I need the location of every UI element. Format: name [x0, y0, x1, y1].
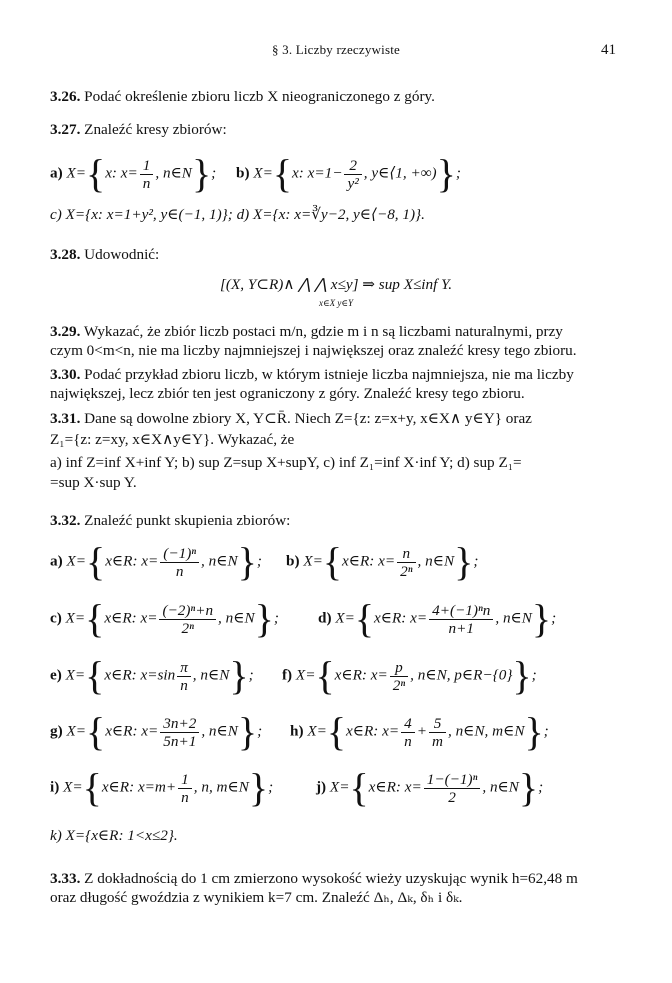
problem-number: 3.28.: [50, 246, 81, 263]
problem-3-32-row-ef: [50, 652, 622, 706]
formula-f: f) X={x∈R: x= $\frac{p}{\text{2ⁿ}}$ , n∈N, p∈R−{0}};: [282, 653, 537, 698]
problem-3-31-line1: 3.31. Dane są dowolne zbiory X, Y⊂R̄. Niech Z={z: z=x+y, x∈X∧ y∈Y} oraz: [50, 410, 532, 427]
problem-3-32-row-cd: [50, 595, 622, 649]
problem-3-27-intro: [50, 121, 622, 139]
problem-text: Udowodnić:: [84, 246, 160, 263]
problem-3-29-line1: 3.29. Wykazać, że zbiór liczb postaci m/n, gdzie m i n są liczbami naturalnymi, przy: [50, 323, 563, 340]
problem-3-32-row-ab: [50, 538, 622, 592]
problem-3-28-intro: [50, 246, 622, 264]
formula-a: a) X={x: x= $\frac{1}{n}$ , n∈N};: [50, 151, 217, 196]
problem-3-30-line2: największej, lecz zbiór ten jest ograniczony z góry. Znaleźć kresy tego zbioru.: [50, 385, 525, 402]
problem-3-31-line4: =sup X·sup Y.: [50, 474, 137, 491]
problem-3-32-k: k) X={x∈R: 1<x≤2}.: [50, 827, 178, 844]
problem-3-32-row-gh: [50, 708, 622, 762]
problem-3-33-line2: oraz długość gwoździa z wynikiem k=7 cm. Znaleźć Δₕ, Δₖ, δₕ i δₖ.: [50, 889, 463, 906]
formula-b: b) X={x: x=1− $\frac{2}{\text{y²}}$ , y∈⟨1, +∞)};: [236, 151, 461, 196]
problem-3-30-line1: 3.30. Podać przykład zbioru liczb, w którym istnieje liczba najmniejsza, nie ma liczby: [50, 366, 574, 383]
running-title: § 3. Liczby rzeczywiste: [271, 42, 401, 57]
problem-3-28-subscripts: x∈X y∈Y: [318, 298, 354, 308]
formula-c: c) X={x∈R: x= $\frac{\text{(−2)ⁿ+n}}{\text{2ⁿ}}$ , n∈N};: [50, 596, 279, 641]
problem-3-27-ab: [50, 146, 622, 200]
problem-3-27-cd: c) X={x: x=1+y², y∈(−1, 1)}; d) X={x: x=∛y−2, y∈⟨−8, 1)}.: [50, 206, 425, 223]
formula-i: i) X={x∈R: x=m+ $\frac{1}{n}$ , n, m∈N};: [50, 765, 274, 810]
formula-j: j) X={x∈R: x= $\frac{\text{1−(−1)ⁿ}}{2}$ , n∈N};: [316, 765, 544, 810]
problem-3-32-row-ij: [50, 764, 622, 818]
problem-3-31-line2: Z₁={z: z=xy, x∈X∧y∈Y}. Wykazać, że: [50, 431, 295, 448]
problem-3-31-line3: a) inf Z=inf X+inf Y; b) sup Z=sup X+supY, c) inf Z₁=inf X·inf Y; d) sup Z₁=: [50, 454, 522, 471]
formula-b: b) X={x∈R: x= $\frac{n}{\text{2ⁿ}}$ , n∈N};: [286, 539, 479, 584]
problem-number: 3.29.: [50, 323, 81, 340]
page-header: [48, 42, 624, 62]
formula-g: g) X={x∈R: x= $\frac{3n+2}{5n+1}$ , n∈N};: [50, 709, 263, 754]
problem-number: 3.31.: [50, 410, 81, 427]
problem-3-33-line1: 3.33. Z dokładnością do 1 cm zmierzono wysokość wieży uzyskując wynik h=62,48 m: [50, 870, 578, 887]
formula-h: h) X={x∈R: x= $\frac{4}{n}$ + $\frac{5}{m}$ , n∈N, m∈N};: [290, 709, 549, 754]
formula-a: a) X={x∈R: x= $\frac{\text{(−1)ⁿ}}{n}$ , n∈N};: [50, 539, 262, 584]
problem-3-26: [50, 88, 622, 106]
problem-text: Znaleźć kresy zbiorów:: [84, 121, 227, 138]
problem-3-29-line2: czym 0<m<n, nie ma liczby najmniejszej i największej oraz znaleźć kresy tego zbioru.: [50, 342, 577, 359]
problem-3-32-intro: 3.32. Znaleźć punkt skupienia zbiorów:: [50, 512, 291, 529]
problem-number: 3.33.: [50, 870, 81, 887]
problem-number: 3.26.: [50, 88, 81, 105]
problem-number: 3.30.: [50, 366, 81, 383]
problem-number: 3.27.: [50, 121, 81, 138]
problem-number: 3.32.: [50, 512, 81, 529]
problem-3-28-formula: [(X, Y⊂R)∧ ⋀ ⋀ x≤y] ⇒ sup X≤inf Y.: [219, 276, 452, 293]
formula-d: d) X={x∈R: x= $\frac{\text{4+(−1)ⁿn}}{n+1}$ , n∈N};: [318, 596, 557, 641]
page-number: 41: [601, 42, 616, 58]
formula-e: e) X={x∈R: x=sin $\frac{\pi}{n}$ , n∈N};: [50, 653, 254, 698]
problem-text: Podać określenie zbioru liczb X nieograniczonego z góry.: [84, 88, 435, 105]
